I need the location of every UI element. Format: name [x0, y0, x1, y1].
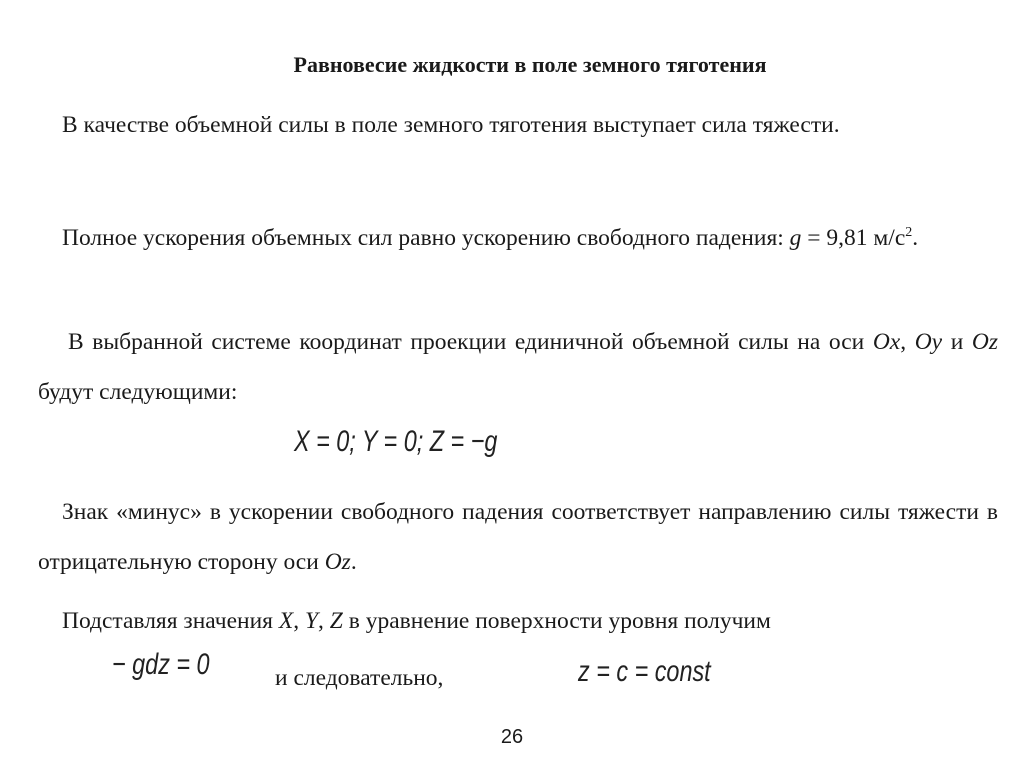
formula-projections: X = 0; Y = 0; Z = −g: [294, 425, 498, 458]
p3-text: В выбранной системе координат проекции единичной объемной силы на оси: [68, 329, 873, 355]
formula-gdz: − gdz = 0: [112, 648, 210, 681]
formula-const: z = c = const: [578, 655, 711, 688]
paragraph-gravity-force: В качестве объемной силы в поле земного тяготения выступает сила тяжести.: [62, 112, 840, 138]
var-y: Y: [304, 608, 319, 634]
paragraph-substitution: [38, 596, 998, 646]
p2-exponent: 2: [905, 225, 913, 240]
p3-and: и: [942, 329, 972, 355]
p4-period: .: [350, 549, 357, 575]
p5-text: Подставляя значения: [62, 608, 279, 634]
var-x: X: [278, 608, 294, 634]
page-number: 26: [500, 726, 524, 748]
p2-text: Полное ускорения объемных сил равно ускорению свободного падения:: [62, 224, 790, 251]
slide-title: Равновесие жидкости в поле земного тяготения: [293, 52, 767, 77]
connector-text: и следовательно,: [275, 665, 444, 691]
g-symbol: g: [789, 224, 802, 251]
p2-value: = 9,81 м/с: [801, 224, 906, 251]
axis-oz-2: Oz: [324, 549, 351, 575]
var-z: Z: [329, 608, 343, 634]
p3-end: будут следующими:: [38, 379, 238, 405]
p5-end: в уравнение поверхности уровня получим: [342, 608, 771, 634]
p5-comma-1: ,: [293, 608, 305, 634]
paragraph-projections: [38, 317, 998, 417]
p2-period: .: [912, 224, 919, 251]
paragraph-acceleration: [38, 208, 998, 263]
axis-oz: Oz: [971, 329, 999, 355]
axis-oy: Oy: [914, 329, 943, 355]
p5-comma-2: ,: [318, 608, 330, 634]
p3-comma: ,: [900, 329, 915, 355]
paragraph-minus-sign: [38, 487, 998, 587]
p4-text: Знак «минус» в ускорении свободного падения соответствует направлению силы тяжести в отрицательную сторону оси: [38, 499, 998, 575]
axis-ox: Ox: [872, 329, 901, 355]
